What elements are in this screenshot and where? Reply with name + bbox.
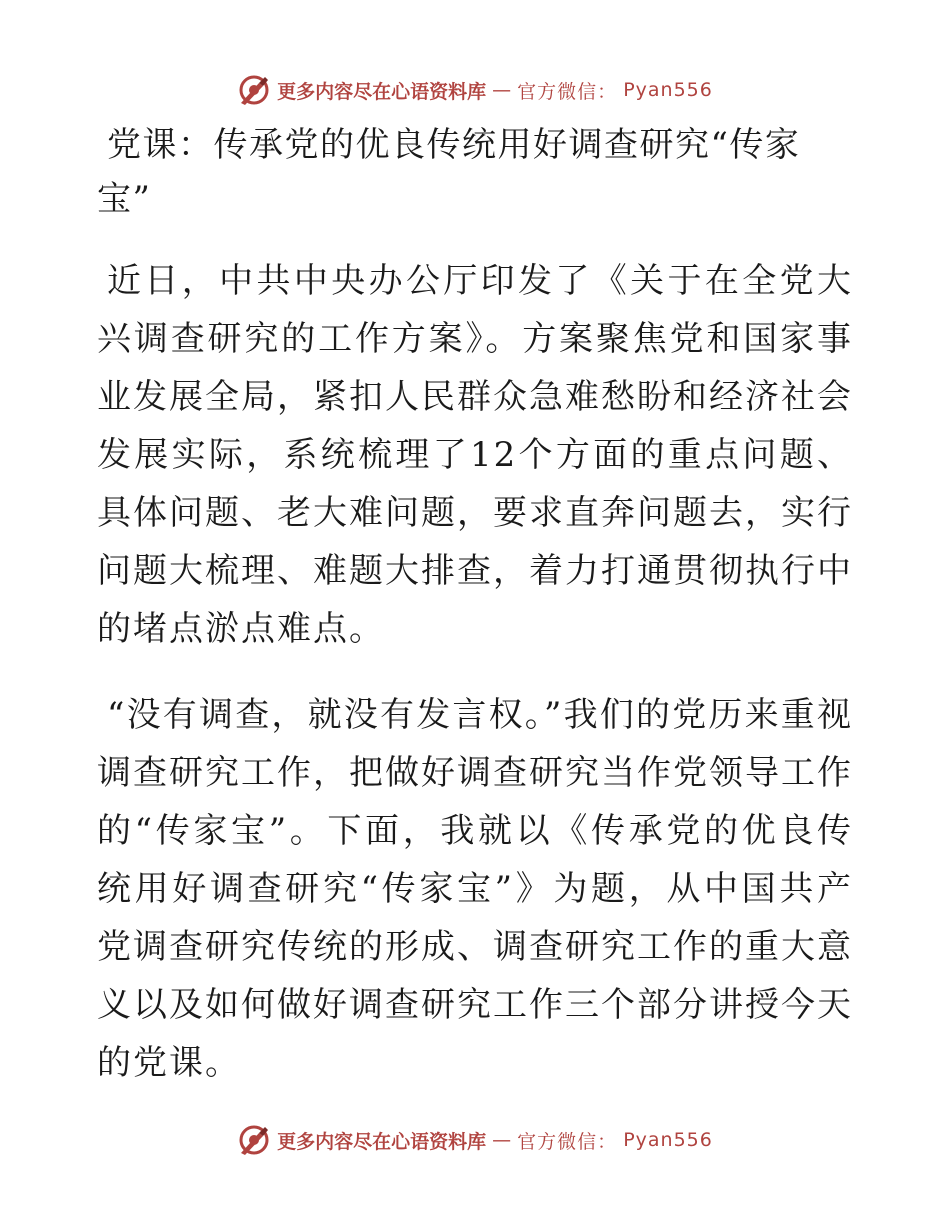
document-body (97, 118, 853, 1092)
header-site-text: 更多内容尽在心语资料库 (277, 80, 487, 103)
header-wechat-id: Pyan556 (623, 79, 713, 101)
footer-separator: — (492, 1129, 512, 1151)
paragraph-1: 近日，中共中央办公厅印发了《关于在全党大兴调查研究的工作方案》。方案聚焦党和国家事业发展全局，紧扣人民群众急难愁盼和经济社会发展实际，系统梳理了12个方面的重点问题、具体问题、老大难问题，要求直奔问题去，实行问题大梳理、难题大排查，着力打通贯彻执行中的堵点淤点难点。 (97, 261, 853, 649)
pen-circle-logo-icon (237, 1123, 271, 1157)
pen-circle-logo-icon (237, 73, 271, 107)
header-wechat-label: 官方微信： (517, 80, 618, 103)
header-banner (0, 70, 950, 110)
footer-banner (0, 1120, 950, 1160)
document-title: 党课：传承党的优良传统用好调查研究“传家宝” (97, 125, 801, 219)
header-separator: — (492, 79, 512, 101)
footer-wechat-label: 官方微信： (517, 1130, 618, 1153)
paragraph-2: “没有调查，就没有发言权。”我们的党历来重视调查研究工作，把做好调查研究当作党领导工作的“传家宝”。下面，我就以《传承党的优良传统用好调查研究“传家宝”》为题，从中国共产党调查研究传统的形成、调查研究工作的重大意义以及如何做好调查研究工作三个部分讲授今天的党课。 (97, 695, 853, 1083)
footer-site-text: 更多内容尽在心语资料库 (277, 1130, 487, 1153)
footer-wechat-id: Pyan556 (623, 1129, 713, 1151)
